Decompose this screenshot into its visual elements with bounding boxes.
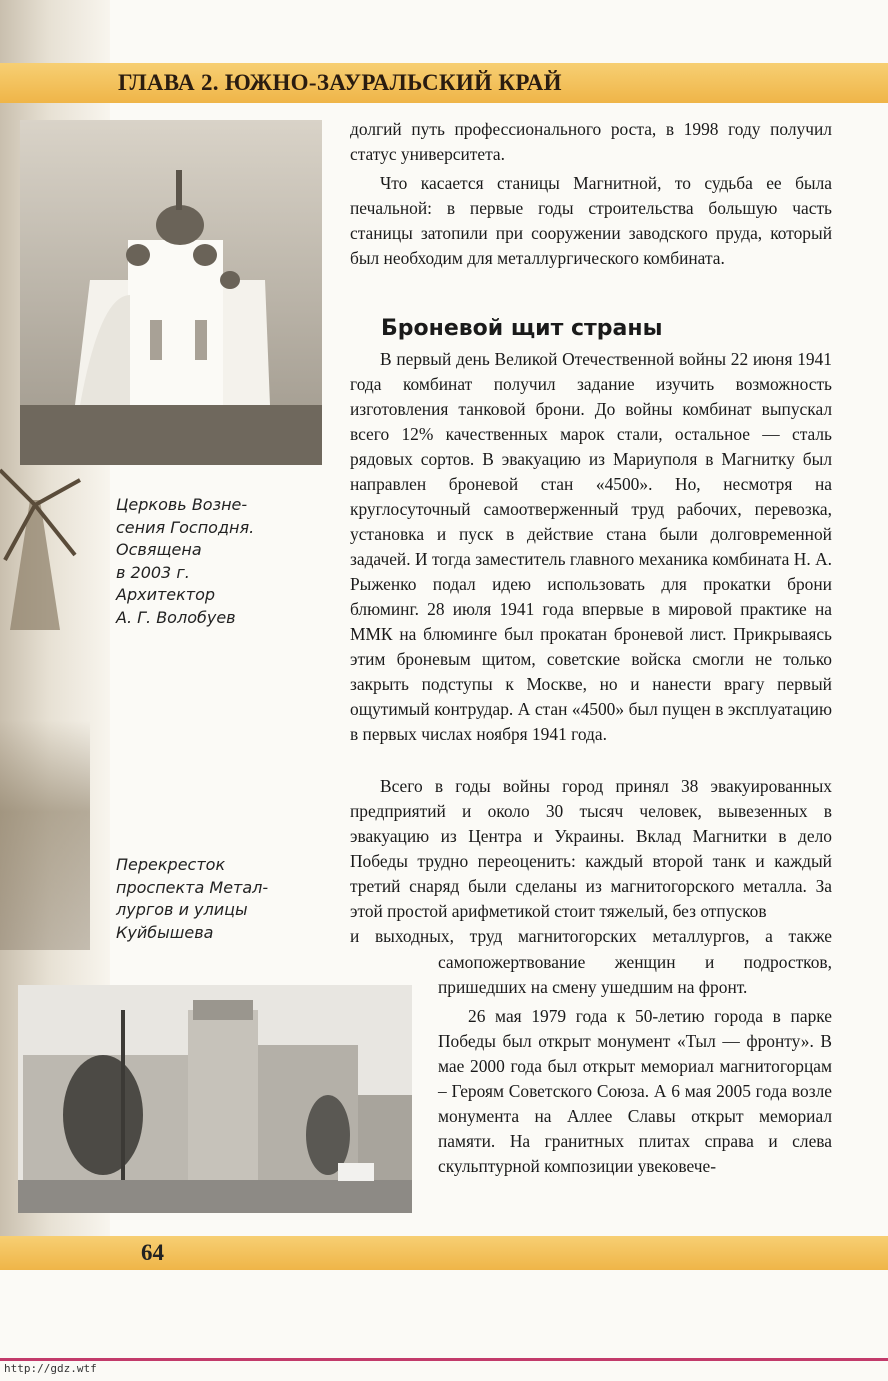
body-text-p4-wide-line	[350, 924, 832, 949]
body-text-top	[350, 117, 832, 271]
windmill-illustration	[0, 460, 90, 630]
body-text-bottom	[438, 950, 832, 1179]
paragraph-2: Что касается станицы Магнитной, то судьба ее была печальной: в первые годы строительства большую часть станицы затопили при сооружении заводского пруда, который был необходим для металлургического комбината.	[350, 173, 832, 268]
paragraph-4-rest: самопожертвование женщин и подростков, пришедших на смену ушедшим на фронт.	[438, 952, 832, 997]
body-text-p4	[350, 774, 832, 924]
paragraph-1: долгий путь профессионального роста, в 1998 году получил статус университета.	[350, 119, 832, 164]
paragraph-5: 26 мая 1979 года к 50-летию города в парке Победы был открыт монумент «Тыл — фронту». В мае 2000 года был открыт мемориал магнитогорцам – Героям Советского Союза. А 6 мая 2005 года возле монумента на Аллее Славы открыт мемориал памяти. На гранитных плитах справа и слева скульптурной композиции увековече-	[438, 1006, 832, 1176]
section-heading: Броневой щит страны	[381, 316, 663, 341]
footer-band	[0, 1236, 888, 1270]
street-photo	[18, 985, 412, 1213]
paragraph-3: В первый день Великой Отечественной войны 22 июня 1941 года комбинат получил задание изучить возможность изготовления танковой брони. До войны комбинат выпускал всего 12% качественных марок стали, остальное — сталь рядовых сортов. В эвакуацию из Мариуполя в Магнитку был направлен броневой стан «4500». Но, несмотря на круглосуточный самоотверженный труд рабочих, перевозка, установка и пуск в действие стана были долговременной задачей. И тогда заместитель главного механика комбината Н. А. Рыженко подал идею использовать для прокатки брони блюминг. 28 июля 1941 года впервые в мировой практике на ММК на блюминге был прокатан броневой лист. Прикрываясь этим броневым щитом, советские войска смогли не только закрыть подступы к Москве, но и нанести врагу первый ощутимый контрудар. А стан «4500» был пущен в эксплуатацию в первых числах ноября 1941 года.	[350, 349, 832, 744]
body-text-middle	[350, 347, 832, 747]
crossroad-caption: Перекресток проспекта Метал- лургов и улицы Куйбышева	[116, 855, 269, 942]
paragraph-4-line: и выходных, труд магнитогорских металлургов, а также	[350, 926, 832, 946]
church-caption: Церковь Возне- сения Господня. Освящена в 2003 г. Архитектор А. Г. Волобуев	[116, 495, 255, 627]
paragraph-4: Всего в годы войны город принял 38 эвакуированных предприятий и около 30 тысяч человек, вывезенных в эвакуацию из Центра и Украины. Вклад Магнитки в дело Победы трудно переоценить: каждый второй танк и каждый третий снаряд были сделаны из магнитогорского металла. За этой простой арифметикой стоит тяжелый, без отпусков	[350, 776, 832, 921]
chapter-title: ГЛАВА 2. ЮЖНО-ЗАУРАЛЬСКИЙ КРАЙ	[118, 70, 562, 95]
site-watermark: http://gdz.wtf	[4, 1362, 97, 1375]
church-photo	[20, 120, 322, 465]
bottom-divider	[0, 1358, 888, 1361]
page-number: 64	[141, 1240, 164, 1265]
